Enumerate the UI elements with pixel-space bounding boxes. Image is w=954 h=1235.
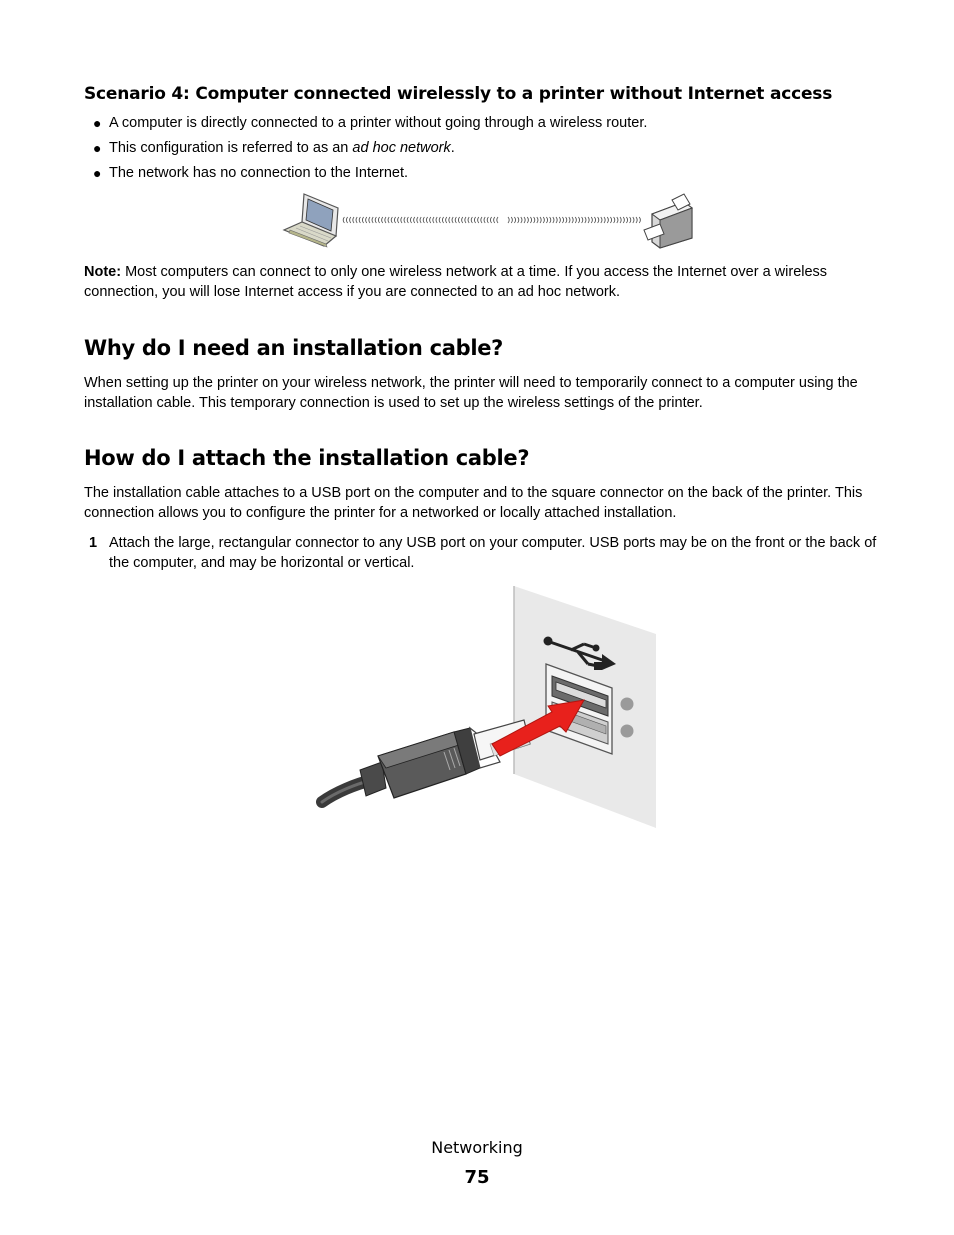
attach-cable-paragraph: The installation cable attaches to a USB port on the computer and to the square connector on the back of the printer. This connection allows you to configure the printer for a networked or locally attached installation. <box>84 485 863 521</box>
indicator-light <box>621 698 634 711</box>
note-paragraph <box>84 262 874 302</box>
bullet-text-end: . <box>450 140 455 156</box>
list-item <box>84 136 884 161</box>
printer-icon <box>644 194 692 248</box>
bullet-text: The network has no connection to the Internet. <box>109 165 409 181</box>
laptop-icon <box>284 194 338 247</box>
why-cable-heading: Why do I need an installation cable? <box>84 336 504 360</box>
step-number: 1 <box>89 535 98 551</box>
scenario-bullet-list <box>84 111 884 186</box>
usb-connection-illustration <box>316 584 666 830</box>
note-label: Note: <box>84 264 122 280</box>
footer-section-title: Networking <box>431 1138 523 1157</box>
attach-cable-heading: How do I attach the installation cable? <box>84 446 530 470</box>
step-text: Attach the large, rectangular connector to any USB port on your computer. USB ports may be on the front or the back of the computer, and may be horizontal or vertical. <box>109 535 877 571</box>
indicator-light <box>621 725 634 738</box>
scenario-heading: Scenario 4: Computer connected wirelessly to a printer without Internet access <box>84 84 833 104</box>
ad-hoc-term: ad hoc network <box>352 140 451 156</box>
bullet-icon: ● <box>93 140 102 156</box>
usb-symbol-dot <box>544 637 553 646</box>
list-item <box>84 111 884 136</box>
bullet-text: This configuration is referred to as an <box>109 140 353 156</box>
wireless-signal <box>343 217 640 223</box>
note-text: Most computers can connect to only one wireless network at a time. If you access the Internet over a wireless connection, you will lose Internet access if you are connected to an ad hoc network. <box>84 264 828 300</box>
page-number: 75 <box>464 1167 490 1188</box>
why-cable-paragraph: When setting up the printer on your wireless network, the printer will need to temporarily connect to a computer using the installation cable. This temporary connection is used to set up the wireless settings of the printer. <box>84 375 858 411</box>
list-item <box>84 161 884 186</box>
bullet-text: A computer is directly connected to a printer without going through a wireless router. <box>109 115 648 131</box>
bullet-icon: ● <box>93 115 102 131</box>
bullet-icon: ● <box>93 165 102 181</box>
ad-hoc-network-illustration <box>280 190 700 252</box>
usb-cable-connector <box>322 720 530 802</box>
